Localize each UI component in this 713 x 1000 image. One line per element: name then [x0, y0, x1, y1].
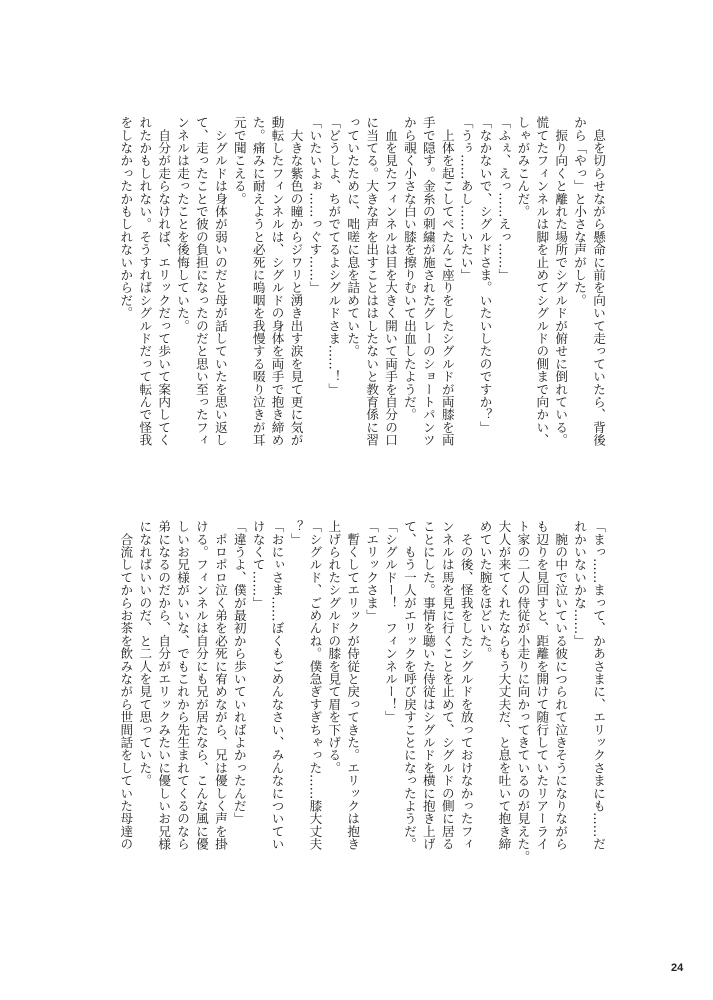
text-line: 「シグルド、ごめんね。僕急ぎすぎちゃった……膝大丈夫: [307, 520, 323, 851]
text-line: 動転したフィンネルは、シグルドの身体を両手で抱き締め: [269, 116, 285, 447]
text-line: 暫くしてエリックが侍従と戻ってきた。エリックは抱き: [345, 520, 361, 851]
text-line: 「まっ……まって、かあさまに、エリックさまにも……だ: [591, 520, 606, 851]
text-line: ことにした。事情を聴いた侍従はシグルドを横に抱き上げ: [420, 520, 436, 851]
text-line: 「いたいよぉ……っぐす……」: [307, 116, 323, 294]
text-line: 「エリックさま」: [364, 520, 380, 622]
text-line: に当てる。大きな声を出すことははしたないと教育係に習: [364, 116, 380, 447]
text-line: ンネルは走ったことを後悔していた。: [175, 116, 191, 332]
text-line: 振り向くと離れた場所でシグルドが俯せに倒れている。: [553, 116, 569, 447]
text-line: から「やっ」と小さな声がした。: [572, 116, 588, 307]
text-line: 元で聞こえる。: [231, 116, 247, 205]
text-block-bottom: [115, 520, 607, 880]
text-line: ？」: [288, 520, 304, 546]
text-line: けなくて……」: [250, 520, 266, 609]
text-line: 弟になるのだから、自分がエリックみたいに優しいお兄様: [156, 520, 172, 851]
text-line: 息を切らせながら懸命に前を向いて走っていたら、背後: [591, 116, 606, 447]
page-number: 24: [671, 962, 684, 974]
text-line: っていたために、咄嗟に息を詰めていた。: [345, 116, 361, 358]
text-line: 大人が来てくれたならもう大丈夫だ、と息を吐いて抱き締: [496, 520, 512, 851]
text-line: しいお兄様がいいな、でもこれから先生まれてくるのなら: [175, 520, 191, 851]
text-line: 腕の中で泣いている彼につられて泣きそうになりながら: [553, 520, 569, 851]
text-line: 大きな紫色の瞳からジワリと湧き出す涙を見て更に気が: [288, 116, 304, 447]
text-line: 「シグルドー！ フィンネルー！」: [383, 520, 399, 724]
text-line: 「ふぇ、えっ……えっ……」: [496, 116, 512, 282]
text-line: も辺りを見回すと、距離を開けて随行していたリアーライ: [534, 520, 550, 851]
text-line: て、もう一人がエリックを呼び戻すことになったようだ。: [401, 520, 417, 851]
text-line: れかいないかな……」: [572, 520, 588, 647]
text-line: 合流してからお茶を飲みながら世間話をしていた母達の: [118, 520, 134, 851]
text-line: シグルドは身体が弱いのだと母が話していたを思い返し: [212, 116, 228, 447]
text-line: しゃがみこんだ。: [515, 116, 531, 218]
text-line: 手で隠す。金糸の刺繍が施されたグレーのショートパンツ: [420, 116, 436, 447]
text-block-top: [115, 116, 607, 476]
text-line: て、走ったことで彼の負担になったのだと思い至ったフィ: [193, 116, 209, 447]
text-line: から覗く小さな白い膝を擦りむいて出血したようだ。: [401, 116, 417, 421]
text-line: た。痛みに耐えようと必死に嗚咽を我慢する啜り泣きが耳: [250, 116, 266, 447]
text-line: ト家の二人の侍従が小走りに向かってきているのが見えた。: [515, 520, 531, 863]
text-line: めていた腕をほどいた。: [477, 520, 493, 660]
text-line: 「どうしよ、ちがでてるよシグルドさま……！」: [326, 116, 342, 396]
text-line: をしなかったかもしれないからだ。: [118, 116, 134, 320]
text-line: ポロポロ泣く弟を必死に宥めながら、兄は優しく声を掛: [212, 520, 228, 851]
text-line: 「うぅ……あし……いたい」: [458, 116, 474, 282]
text-line: れたかもしれない。そうすればシグルドだって転んで怪我: [137, 116, 153, 447]
text-line: 「違うよ、僕が最初から歩いていればよかったんだ」: [231, 520, 247, 825]
text-line: 血を見たフィンネルは目を大きく開いて両手を自分の口: [383, 116, 399, 447]
text-line: その後、怪我をしたシグルドを放っておけなかったフィ: [458, 520, 474, 851]
text-line: 上体を起こしてぺたんこ座りをしたシグルドが両膝を両: [439, 116, 455, 447]
text-line: になればいいのだ、と二人を見て思っていた。: [137, 520, 153, 787]
text-line: 上げられたシグルドの膝を見て眉を下げる。: [326, 520, 342, 774]
text-line: ンネルは馬を見に行くことを止めて、シグルドの側に居る: [439, 520, 455, 851]
text-line: ける。フィンネルは自分にも兄が居たなら、こんな風に優: [193, 520, 209, 851]
text-line: 自分が走らなければ、エリックだって歩いて案内してく: [156, 116, 172, 447]
text-line: 「なかないで、シグルドさま。いたいしたのですか？」: [477, 116, 493, 434]
text-line: 「おにぃさま……ぼくもごめんなさい、みんなについてい: [269, 520, 285, 851]
text-line: 慌てたフィンネルは脚を止めてシグルドの側まで向かい、: [534, 116, 550, 447]
